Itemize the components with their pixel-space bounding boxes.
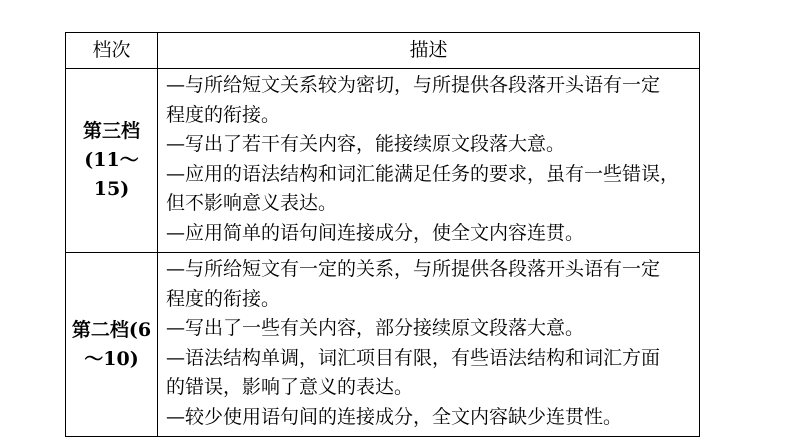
description-line: —语法结构单调，词汇项目有限，有些语法结构和词汇方面 (166, 346, 661, 369)
tier-description (158, 253, 700, 437)
description-line: —写出了若干有关内容，能接续原文段落大意。 (166, 133, 566, 155)
header-row (66, 33, 700, 69)
header-tier: 档次 (66, 33, 158, 69)
description-line: 的错误，影响了意义的表达。 (166, 376, 414, 398)
description-line: —应用简单的语句间连接成分，使全文内容连贯。 (166, 221, 585, 244)
header-description: 描述 (158, 33, 700, 69)
tier-range: (11～15) (84, 149, 139, 200)
description-line: 程度的衔接。 (166, 287, 281, 310)
tier-name: 第三档 (82, 120, 140, 142)
description-line: 程度的衔接。 (166, 103, 281, 126)
table-row (66, 69, 700, 253)
tier-range: ～10) (84, 347, 139, 370)
description-line: —与所给短文有一定的关系，与所提供各段落开头语有一定 (166, 258, 661, 280)
description-line: —写出了一些有关内容，部分接续原文段落大意。 (166, 317, 585, 339)
tier-label (66, 253, 158, 437)
description-line: —较少使用语句间的连接成分，全文内容缺少连贯性。 (166, 405, 623, 428)
tier-label (66, 69, 158, 253)
tier-name: 第二档(6 (71, 318, 152, 341)
tier-description (158, 69, 700, 253)
table-row (66, 253, 700, 437)
description-line: —与所给短文关系较为密切，与所提供各段落开头语有一定 (166, 74, 661, 96)
description-line: —应用的语法结构和词汇能满足任务的要求，虽有一些错误， (166, 162, 680, 185)
scoring-table (65, 32, 700, 437)
description-line: 但不影响意义表达。 (166, 192, 338, 214)
